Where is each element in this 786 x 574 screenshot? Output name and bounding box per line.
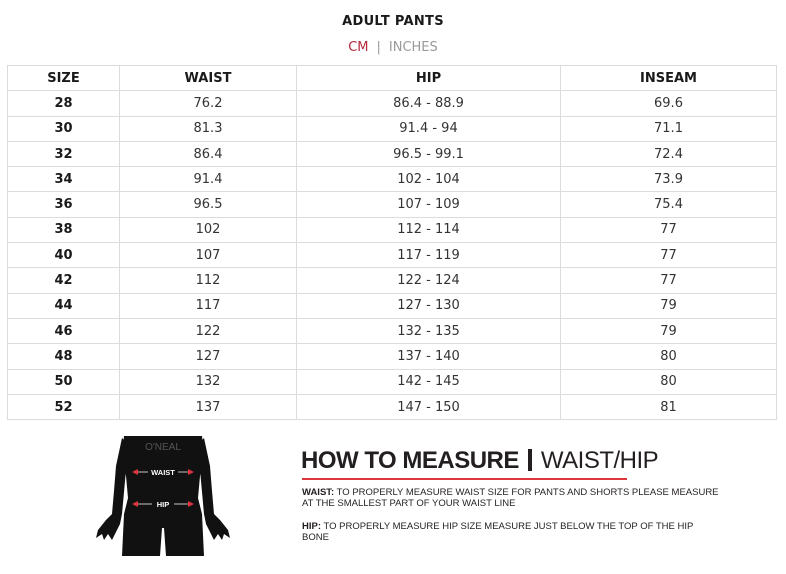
inseam-cell: 80 (561, 344, 777, 369)
waist-cell: 117 (120, 293, 297, 318)
waist-cell: 76.2 (120, 91, 297, 116)
table-row (8, 268, 777, 293)
size-chart-table (7, 65, 777, 420)
inseam-cell: 81 (561, 394, 777, 419)
table-row (8, 116, 777, 141)
inseam-cell: 69.6 (561, 91, 777, 116)
size-cell: 40 (8, 243, 120, 268)
waist-label: WAIST (151, 468, 175, 477)
inseam-cell: 77 (561, 217, 777, 242)
hip-note (302, 521, 722, 543)
waist-cell: 137 (120, 394, 297, 419)
header-inseam: INSEAM (561, 66, 777, 91)
waist-note-key: WAIST: (302, 487, 335, 498)
hip-cell: 107 - 109 (297, 192, 561, 217)
how-to-measure-heading (301, 447, 721, 479)
hip-note-text: TO PROPERLY MEASURE HIP SIZE MEASURE JUST BELOW THE TOP OF THE HIP BONE (302, 521, 694, 543)
page-title: ADULT PANTS (342, 14, 444, 29)
body-silhouette (96, 436, 230, 556)
waist-cell: 81.3 (120, 116, 297, 141)
table-row (8, 167, 777, 192)
hip-cell: 127 - 130 (297, 293, 561, 318)
unit-cm-link[interactable]: CM (348, 40, 369, 55)
hip-cell: 142 - 145 (297, 369, 561, 394)
size-cell: 32 (8, 141, 120, 166)
table-header-row (8, 66, 777, 91)
waist-cell: 127 (120, 344, 297, 369)
hip-cell: 137 - 140 (297, 344, 561, 369)
unit-toggle (0, 40, 786, 55)
hip-cell: 91.4 - 94 (297, 116, 561, 141)
inseam-cell: 77 (561, 268, 777, 293)
table-row (8, 217, 777, 242)
unit-inches-link[interactable]: INCHES (388, 40, 438, 55)
table-row (8, 293, 777, 318)
hip-cell: 112 - 114 (297, 217, 561, 242)
inseam-cell: 79 (561, 318, 777, 343)
inseam-cell: 77 (561, 243, 777, 268)
size-cell: 34 (8, 167, 120, 192)
hip-cell: 96.5 - 99.1 (297, 141, 561, 166)
size-cell: 44 (8, 293, 120, 318)
table-row (8, 91, 777, 116)
hip-note-key: HIP: (302, 521, 321, 532)
heading-underline (302, 478, 627, 480)
waist-cell: 102 (120, 217, 297, 242)
table-row (8, 318, 777, 343)
waist-cell: 122 (120, 318, 297, 343)
body-figure (92, 436, 234, 556)
waist-note-text: TO PROPERLY MEASURE WAIST SIZE FOR PANTS AND SHORTS PLEASE MEASURE AT THE SMALLEST PART OF YOUR WAIST LINE (302, 487, 719, 509)
waist-cell: 86.4 (120, 141, 297, 166)
inseam-cell: 73.9 (561, 167, 777, 192)
size-cell: 30 (8, 116, 120, 141)
table-row (8, 141, 777, 166)
waist-cell: 96.5 (120, 192, 297, 217)
heading-bold: HOW TO MEASURE (301, 447, 519, 474)
waist-cell: 91.4 (120, 167, 297, 192)
hip-cell: 86.4 - 88.9 (297, 91, 561, 116)
inseam-cell: 72.4 (561, 141, 777, 166)
size-cell: 38 (8, 217, 120, 242)
header-size: SIZE (8, 66, 120, 91)
hip-cell: 147 - 150 (297, 394, 561, 419)
size-cell: 48 (8, 344, 120, 369)
waist-cell: 107 (120, 243, 297, 268)
hip-label: HIP (156, 500, 170, 509)
table-row (8, 192, 777, 217)
size-cell: 50 (8, 369, 120, 394)
size-cell: 28 (8, 91, 120, 116)
hip-cell: 117 - 119 (297, 243, 561, 268)
header-waist: WAIST (120, 66, 297, 91)
table-body (8, 91, 777, 420)
table-row (8, 394, 777, 419)
size-cell: 52 (8, 394, 120, 419)
waist-cell: 132 (120, 369, 297, 394)
table-row (8, 369, 777, 394)
size-cell: 42 (8, 268, 120, 293)
table-row (8, 344, 777, 369)
waist-note (302, 487, 722, 509)
inseam-cell: 71.1 (561, 116, 777, 141)
hip-cell: 132 - 135 (297, 318, 561, 343)
table-row (8, 243, 777, 268)
inseam-cell: 75.4 (561, 192, 777, 217)
size-cell: 46 (8, 318, 120, 343)
inseam-cell: 79 (561, 293, 777, 318)
size-cell: 36 (8, 192, 120, 217)
heading-light: WAIST/HIP (540, 447, 659, 474)
hip-cell: 102 - 104 (297, 167, 561, 192)
header-hip: HIP (297, 66, 561, 91)
heading-divider (528, 449, 532, 471)
hip-cell: 122 - 124 (297, 268, 561, 293)
waist-cell: 112 (120, 268, 297, 293)
unit-separator: | (376, 40, 381, 55)
inseam-cell: 80 (561, 369, 777, 394)
brand-logo: O'NEAL (145, 442, 181, 453)
